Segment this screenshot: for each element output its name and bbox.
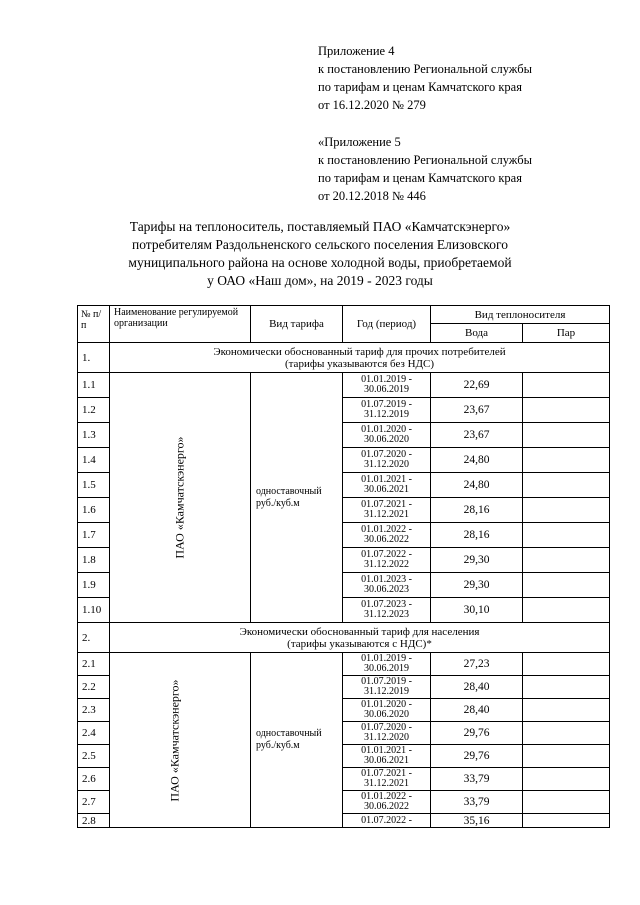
- row-num: 1.2: [78, 398, 110, 423]
- section-header-row: [78, 623, 610, 653]
- period-cell: [343, 398, 431, 423]
- header-line: по тарифам и ценам Камчатского края: [318, 80, 522, 94]
- water-value: 33,79: [431, 768, 523, 791]
- section-title: Экономически обоснованный тариф для прочих потребителей: [213, 345, 506, 358]
- period-cell: [343, 598, 431, 623]
- header-line: от 16.12.2020 № 279: [318, 98, 426, 112]
- section-header-row: [78, 343, 610, 373]
- water-value: 24,80: [431, 473, 523, 498]
- steam-value: [523, 448, 610, 473]
- water-value: 28,40: [431, 699, 523, 722]
- row-num: 2.7: [78, 791, 110, 814]
- header-steam: Пар: [523, 324, 610, 343]
- row-num: 1.10: [78, 598, 110, 623]
- period-to: 30.06.2020: [364, 434, 409, 445]
- header-line: к постановлению Региональной службы: [318, 153, 533, 167]
- row-num: 1.1: [78, 373, 110, 398]
- steam-value: [523, 653, 610, 676]
- org-name-cell: [110, 653, 251, 828]
- row-num: 1.6: [78, 498, 110, 523]
- steam-value: [523, 573, 610, 598]
- row-num: 1.3: [78, 423, 110, 448]
- water-value: 30,10: [431, 598, 523, 623]
- period-to: 30.06.2022: [364, 534, 409, 545]
- period-to: 31.12.2019: [364, 686, 409, 697]
- period-from: 01.07.2021 -: [361, 768, 412, 779]
- header-line: «Приложение 5: [318, 135, 401, 149]
- row-num: 2.8: [78, 814, 110, 828]
- water-value: 23,67: [431, 423, 523, 448]
- row-num: 2.4: [78, 722, 110, 745]
- steam-value: [523, 473, 610, 498]
- steam-value: [523, 745, 610, 768]
- water-value: 22,69: [431, 373, 523, 398]
- period-from: 01.01.2021 -: [361, 474, 412, 485]
- section-subtitle: (тарифы указываются с НДС)*: [287, 637, 432, 650]
- row-num: 2.1: [78, 653, 110, 676]
- table-row: [78, 373, 610, 398]
- period-to: 31.12.2021: [364, 778, 409, 789]
- header-org: Наименование регулируемой организации: [110, 306, 251, 343]
- header-num: № п/п: [78, 306, 110, 343]
- title-line: потребителям Раздольненского сельского поселения Елизовского: [131, 237, 509, 252]
- title-line: у ОАО «Наш дом», на 2019 - 2023 годы: [207, 273, 433, 288]
- steam-value: [523, 768, 610, 791]
- water-value: 29,76: [431, 722, 523, 745]
- steam-value: [523, 498, 610, 523]
- period-from: 01.07.2020 -: [361, 449, 412, 460]
- period-to: 30.06.2023: [364, 584, 409, 595]
- period-cell: [343, 373, 431, 398]
- period-cell: [343, 722, 431, 745]
- document-title: [70, 218, 570, 290]
- water-value: 29,76: [431, 745, 523, 768]
- steam-value: [523, 699, 610, 722]
- steam-value: [523, 676, 610, 699]
- header-carrier: Вид теплоносителя: [431, 306, 610, 324]
- row-num: 1.4: [78, 448, 110, 473]
- period-cell: [343, 573, 431, 598]
- period-from: 01.07.2022 -: [361, 814, 412, 826]
- section-subtitle: (тарифы указываются без НДС): [284, 357, 435, 370]
- org-name-cell: [110, 373, 251, 623]
- tariff-type: одноставочный: [256, 485, 322, 497]
- period-to: 31.12.2021: [364, 509, 409, 520]
- steam-value: [523, 373, 610, 398]
- period-cell: [343, 653, 431, 676]
- period-from: 01.07.2022 -: [361, 549, 412, 560]
- tariff-type-cell: [251, 373, 343, 623]
- steam-value: [523, 548, 610, 573]
- period-to: 31.12.2023: [364, 609, 409, 620]
- title-line: Тарифы на теплоноситель, поставляемый ПАО «Камчатскэнерго»: [129, 219, 511, 234]
- header-water: Вода: [431, 324, 523, 343]
- row-num: 1.5: [78, 473, 110, 498]
- tariff-type: одноставочный: [256, 728, 322, 739]
- water-value: 27,23: [431, 653, 523, 676]
- period-to: 30.06.2019: [364, 663, 409, 674]
- period-from: 01.01.2020 -: [361, 699, 412, 710]
- header-row: [78, 306, 610, 324]
- period-from: 01.01.2019 -: [361, 653, 412, 664]
- period-cell: [343, 791, 431, 814]
- period-cell: [343, 548, 431, 573]
- period-to: 31.12.2019: [364, 409, 409, 420]
- period-from: 01.07.2019 -: [361, 676, 412, 687]
- steam-value: [523, 791, 610, 814]
- period-cell: [343, 814, 431, 828]
- section-title-cell: [110, 343, 610, 373]
- period-from: 01.07.2021 -: [361, 499, 412, 510]
- period-to: 31.12.2020: [364, 732, 409, 743]
- steam-value: [523, 598, 610, 623]
- period-to: 31.12.2022: [364, 559, 409, 570]
- water-value: 24,80: [431, 448, 523, 473]
- section-num: 2.: [78, 623, 110, 653]
- row-num: 1.8: [78, 548, 110, 573]
- period-cell: [343, 676, 431, 699]
- header-line: Приложение 4: [318, 44, 395, 58]
- water-value: 23,67: [431, 398, 523, 423]
- section-title: Экономически обоснованный тариф для населения: [239, 625, 480, 638]
- section-num: 1.: [78, 343, 110, 373]
- period-from: 01.01.2022 -: [361, 791, 412, 802]
- header-line: от 20.12.2018 № 446: [318, 189, 426, 203]
- table-row: [78, 653, 610, 676]
- period-from: 01.07.2020 -: [361, 722, 412, 733]
- steam-value: [523, 814, 610, 828]
- steam-value: [523, 423, 610, 448]
- tariff-unit: руб./куб.м: [256, 740, 300, 751]
- period-to: 31.12.2020: [364, 459, 409, 470]
- water-value: 35,16: [431, 814, 523, 828]
- period-cell: [343, 473, 431, 498]
- tariff-type-cell: [251, 653, 343, 828]
- row-num: 2.2: [78, 676, 110, 699]
- period-cell: [343, 498, 431, 523]
- tariff-table: [77, 305, 610, 828]
- water-value: 29,30: [431, 548, 523, 573]
- steam-value: [523, 523, 610, 548]
- appendix-header-current: [318, 42, 532, 114]
- header-line: к постановлению Региональной службы: [318, 62, 533, 76]
- period-from: 01.07.2023 -: [361, 599, 412, 610]
- steam-value: [523, 398, 610, 423]
- org-name: ПАО «Камчатскэнерго»: [167, 678, 182, 802]
- period-cell: [343, 523, 431, 548]
- period-cell: [343, 423, 431, 448]
- row-num: 2.6: [78, 768, 110, 791]
- period-from: 01.01.2021 -: [361, 745, 412, 756]
- steam-value: [523, 722, 610, 745]
- period-to: 30.06.2020: [364, 709, 409, 720]
- section-title-cell: [110, 623, 610, 653]
- water-value: 29,30: [431, 573, 523, 598]
- water-value: 28,16: [431, 523, 523, 548]
- row-num: 1.7: [78, 523, 110, 548]
- row-num: 2.5: [78, 745, 110, 768]
- title-line: муниципального района на основе холодной воды, приобретаемой: [128, 255, 512, 270]
- header-line: по тарифам и ценам Камчатского края: [318, 171, 522, 185]
- period-from: 01.01.2023 -: [361, 574, 412, 585]
- header-period: Год (период): [343, 306, 431, 343]
- period-cell: [343, 768, 431, 791]
- header-tariff-type: Вид тарифа: [251, 306, 343, 343]
- water-value: 33,79: [431, 791, 523, 814]
- period-from: 01.01.2022 -: [361, 524, 412, 535]
- water-value: 28,16: [431, 498, 523, 523]
- row-num: 1.9: [78, 573, 110, 598]
- org-name: ПАО «Камчатскэнерго»: [172, 436, 187, 559]
- period-to: 30.06.2019: [364, 384, 409, 395]
- water-value: 28,40: [431, 676, 523, 699]
- period-cell: [343, 699, 431, 722]
- appendix-header-original: [318, 133, 532, 205]
- tariff-unit: руб./куб.м: [256, 497, 300, 509]
- period-from: 01.07.2019 -: [361, 399, 412, 410]
- period-from: 01.01.2019 -: [361, 374, 412, 385]
- period-to: 30.06.2022: [364, 801, 409, 812]
- period-cell: [343, 745, 431, 768]
- period-to: 30.06.2021: [364, 755, 409, 766]
- period-from: 01.01.2020 -: [361, 424, 412, 435]
- row-num: 2.3: [78, 699, 110, 722]
- period-cell: [343, 448, 431, 473]
- period-to: 30.06.2021: [364, 484, 409, 495]
